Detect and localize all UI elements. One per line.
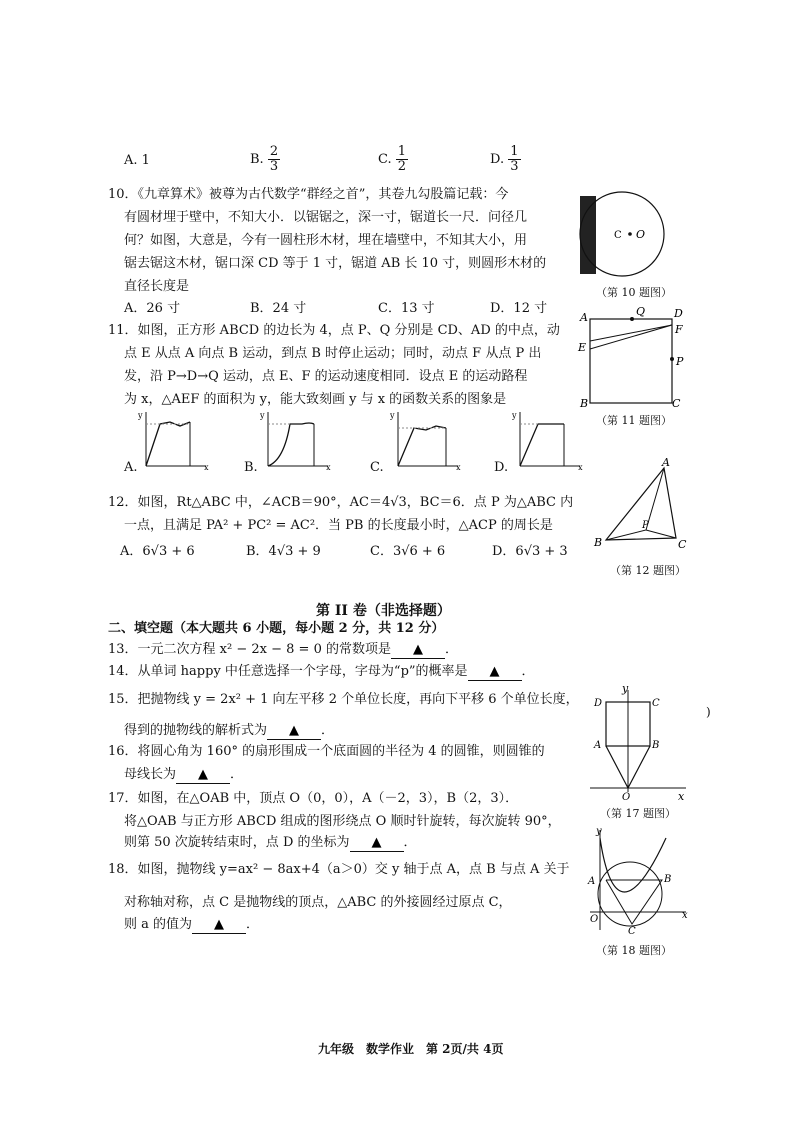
x-label: x — [578, 463, 583, 472]
section2-title: 二、填空题（本大题共 6 小题，每小题 2 分，共 12 分） — [108, 621, 445, 636]
y-label: y — [512, 411, 517, 420]
q10-line-5: 直径长度是 — [124, 279, 190, 294]
stray-mark: ) — [706, 705, 711, 719]
q12-option-a: A．6√3 + 6 — [120, 544, 195, 559]
q-end: ． — [246, 917, 260, 932]
q15-line-2 — [124, 723, 334, 740]
q-end: ． — [403, 835, 417, 850]
q11-graph-c — [392, 410, 462, 470]
q-text: 则 a 的值为 — [124, 917, 193, 932]
label-q: Q — [636, 305, 646, 318]
q10-line-4: 锯去锯这木材，锯口深 CD 等于 1 寸，锯道 AB 长 10 寸，则圆形木材的 — [124, 256, 547, 271]
q-text: 如图，抛物线 y=ax² − 8ax+4（a＞0）交 y 轴于点 A，点 B 与点 A 关于 — [137, 862, 570, 877]
label-a: A — [580, 311, 588, 324]
q17-caption: （第 17 题图） — [600, 807, 676, 820]
label-b: B — [664, 874, 672, 885]
label-p: P — [676, 355, 684, 368]
label-x: x — [682, 910, 688, 921]
label-p: P — [642, 520, 649, 531]
q16-line-1 — [108, 744, 545, 760]
q14 — [108, 664, 535, 681]
label-a: A — [662, 456, 670, 469]
label-x: x — [678, 790, 685, 803]
q-end: ． — [444, 642, 458, 657]
q10-line-1: 10．《九章算术》被尊为古代数学“群经之首”，其卷九勾股篇记载：今 — [108, 187, 509, 202]
q11-figure — [578, 305, 688, 410]
option-letter: B. — [250, 152, 264, 167]
x-label: x — [204, 463, 209, 472]
q-number: 16． — [108, 744, 138, 759]
label-e: E — [578, 341, 587, 354]
answer-blank: ▲ — [192, 917, 246, 934]
q18-line-2: 对称轴对称，点 C 是抛物线的顶点，△ABC 的外接圆经过原点 C， — [124, 895, 512, 910]
label-c: C — [652, 698, 660, 709]
label-a: A — [588, 876, 596, 887]
q-end: ． — [321, 723, 335, 738]
q-text: 一元二次方程 x² − 2x − 8 = 0 的常数项是 — [137, 642, 391, 657]
q11-line-3: 发，沿 P→D→Q 运动，点 E、F 的运动速度相同．设点 E 的运动路程 — [124, 369, 528, 384]
option-letter: D. — [490, 152, 505, 167]
numerator: 2 — [269, 144, 279, 159]
numerator: 1 — [510, 144, 519, 159]
label-c: C — [672, 397, 681, 410]
q-text: 母线长为 — [124, 767, 177, 782]
q17-figure — [590, 682, 690, 802]
q11-graph-b — [262, 410, 332, 470]
q12-option-b: B．4√3 + 9 — [246, 544, 321, 559]
q-text: 则第 50 次旋转结束时，点 D 的坐标为 — [124, 835, 350, 850]
answer-blank: ▲ — [468, 664, 522, 681]
label-a: A — [594, 740, 602, 751]
q10-option-a: A．26 寸 — [124, 301, 181, 316]
label-f: F — [675, 323, 683, 336]
answer-blank: ▲ — [176, 767, 230, 784]
q12-option-c: C．3√6 + 6 — [370, 544, 446, 559]
q12-figure — [594, 458, 694, 550]
q10-line-3: 何？如图，大意是，今有一圆柱形木材，埋在墙壁中，不知其大小，用 — [124, 233, 528, 248]
q11-graph-a — [140, 410, 210, 470]
label-b: B — [580, 397, 589, 410]
q-number: 14． — [108, 664, 138, 679]
denominator: 2 — [397, 159, 407, 174]
q-text: 得到的抛物线的解析式为 — [124, 723, 268, 738]
q12-line-1: 12．如图，Rt△ABC 中，∠ACB＝90°，AC＝4√3，BC＝6．点 P 为△ABC 内 — [108, 495, 574, 510]
q10-option-b: B．24 寸 — [250, 301, 307, 316]
q11-option-b-letter: B. — [244, 460, 258, 475]
denominator: 3 — [269, 159, 279, 174]
numerator: 1 — [397, 144, 407, 159]
q11-caption: （第 11 题图） — [596, 414, 672, 427]
answer-blank: ▲ — [391, 642, 445, 659]
q12-option-d: D．6√3 + 3 — [492, 544, 568, 559]
part2-title: 第 II 卷（非选择题） — [316, 603, 451, 619]
q16-line-2 — [124, 767, 243, 784]
label-b: B — [594, 536, 603, 549]
label-o: O — [622, 792, 631, 803]
q12-line-2: 一点，且满足 PA² + PC² = AC²．当 PB 的长度最小时，△ACP 的周长是 — [124, 518, 553, 533]
y-label: y — [390, 411, 395, 420]
answer-blank: ▲ — [267, 723, 321, 740]
q10-figure — [578, 190, 668, 280]
q18-line-3 — [124, 917, 259, 934]
label-c: C — [628, 926, 636, 937]
q10-caption: （第 10 题图） — [596, 286, 672, 299]
q11-line-4: 为 x，△AEF 的面积为 y，能大致刻画 y 与 x 的函数关系的图象是 — [124, 392, 507, 407]
y-label: y — [138, 411, 143, 420]
label-b: B — [652, 740, 660, 751]
q17-line-3 — [124, 835, 417, 852]
label-y: y — [596, 826, 602, 837]
label-c: C — [614, 230, 622, 241]
label-c: C — [678, 538, 687, 551]
q10-option-d: D．12 寸 — [490, 301, 548, 316]
q10-option-c: C．13 寸 — [378, 301, 435, 316]
q11-line-1: 11．如图，正方形 ABCD 的边长为 4，点 P、Q 分别是 CD、AD 的中点，动 — [108, 323, 560, 338]
q-number: 13． — [108, 642, 138, 657]
q10-line-2: 有圆材埋于壁中，不知大小．以锯锯之，深一寸，锯道长一尺．问径几 — [124, 210, 528, 225]
q-number: 18． — [108, 862, 138, 877]
label-d: D — [674, 307, 683, 320]
q-text: 如图，在△OAB 中，顶点 O（0，0），A（－2，3），B（2，3）． — [137, 791, 519, 806]
q-end: ． — [521, 664, 535, 679]
q-text: 将圆心角为 160° 的扇形围成一个底面圆的半径为 4 的圆锥，则圆锥的 — [137, 744, 545, 759]
q-number: 17． — [108, 791, 138, 806]
q11-graph-d — [514, 410, 584, 470]
q11-line-2: 点 E 从点 A 向点 B 运动，到点 B 时停止运动；同时，动点 F 从点 P 出 — [124, 346, 542, 361]
q-text: 把抛物线 y = 2x² + 1 向左平移 2 个单位长度，再向下平移 6 个单位长度， — [137, 692, 579, 707]
q17-line-1 — [108, 791, 518, 807]
page-footer: 九年级 数学作业 第 2页/共 4页 — [318, 1042, 504, 1056]
q11-option-c-letter: C. — [370, 460, 384, 475]
label-o: O — [590, 914, 599, 925]
x-label: x — [326, 463, 331, 472]
y-label: y — [260, 411, 265, 420]
q9-option-a: A. 1 — [124, 153, 150, 168]
denominator: 3 — [510, 159, 519, 174]
q9-option-c — [378, 145, 408, 174]
q-text: 从单词 happy 中任意选择一个字母，字母为“p”的概率是 — [137, 664, 468, 679]
q-end: ． — [230, 767, 244, 782]
q12-caption: （第 12 题图） — [610, 564, 686, 577]
q9-option-d — [490, 145, 521, 174]
label-d: D — [594, 698, 603, 709]
x-label: x — [456, 463, 461, 472]
q18-line-1 — [108, 862, 570, 878]
q9-option-b — [250, 145, 280, 174]
option-letter: C. — [378, 152, 392, 167]
answer-blank: ▲ — [350, 835, 404, 852]
q18-figure — [586, 826, 692, 936]
q15-line-1 — [108, 692, 579, 708]
label-y: y — [622, 682, 629, 695]
q11-option-a-letter: A. — [124, 460, 138, 475]
q17-line-2: 将△OAB 与正方形 ABCD 组成的图形绕点 O 顺时针旋转，每次旋转 90°， — [124, 814, 561, 829]
q18-caption: （第 18 题图） — [596, 944, 672, 957]
q-number: 15． — [108, 692, 138, 707]
q13 — [108, 642, 458, 659]
label-o: O — [636, 228, 646, 241]
q11-option-d-letter: D. — [494, 460, 509, 475]
